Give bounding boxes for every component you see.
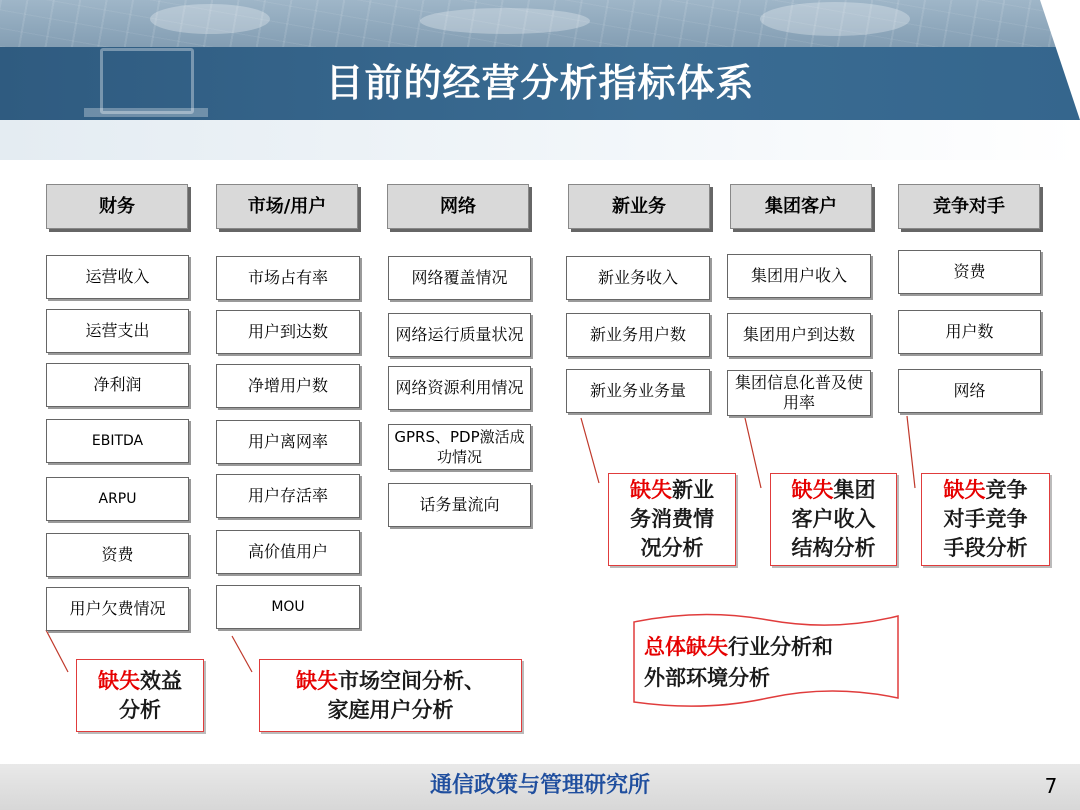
callout-new-business — [608, 473, 736, 566]
category-new-business: 新业务 — [568, 184, 710, 229]
finance-item: 用户欠费情况 — [46, 587, 189, 631]
network-item: 网络覆盖情况 — [388, 256, 531, 300]
connector-line — [745, 418, 761, 488]
callout-benefit — [76, 659, 204, 732]
connector-line — [581, 418, 599, 483]
new-business-item: 新业务业务量 — [566, 369, 710, 413]
competitor-item: 网络 — [898, 369, 1041, 413]
group-item: 集团用户收入 — [727, 254, 871, 298]
finance-item: ARPU — [46, 477, 189, 521]
callout-competitor — [921, 473, 1050, 566]
connector-line — [232, 636, 252, 672]
category-network: 网络 — [387, 184, 529, 229]
category-market: 市场/用户 — [216, 184, 358, 229]
callout-line: 务消费情 — [630, 507, 714, 531]
finance-item: EBITDA — [46, 419, 189, 463]
slide-title: 目前的经营分析指标体系 — [325, 61, 755, 105]
finance-item: 资费 — [46, 533, 189, 577]
new-business-item: 新业务用户数 — [566, 313, 710, 357]
category-finance: 财务 — [46, 184, 188, 229]
callout-line: 结构分析 — [791, 536, 876, 560]
competitor-item: 用户数 — [898, 310, 1041, 354]
callout-line: 手段分析 — [943, 536, 1028, 560]
callout-line: 况分析 — [640, 536, 704, 560]
market-item: MOU — [216, 585, 360, 629]
finance-item: 运营支出 — [46, 309, 189, 353]
network-item: 网络运行质量状况 — [388, 313, 531, 357]
network-item: GPRS、PDP激活成功情况 — [388, 424, 531, 470]
callout-line: 分析 — [119, 697, 161, 722]
callout-overall — [644, 632, 894, 694]
market-item: 高价值用户 — [216, 530, 360, 574]
callout-group — [770, 473, 897, 566]
market-item: 净增用户数 — [216, 364, 360, 408]
callout-line: 总体缺失行业分析和 — [644, 635, 833, 659]
callout-line: 家庭用户分析 — [327, 697, 454, 722]
market-item: 用户存活率 — [216, 474, 360, 518]
page-number: 7 — [1044, 774, 1058, 798]
callout-line: 缺失集团 — [791, 478, 876, 502]
category-group: 集团客户 — [730, 184, 872, 229]
connector-line — [46, 630, 68, 672]
network-item: 网络资源利用情况 — [388, 366, 531, 410]
callout-line: 缺失新业 — [630, 478, 714, 502]
group-item: 集团信息化普及使用率 — [727, 370, 871, 416]
finance-item: 净利润 — [46, 363, 189, 407]
callout-line: 对手竞争 — [943, 507, 1028, 531]
group-item: 集团用户到达数 — [727, 313, 871, 357]
market-item: 用户到达数 — [216, 310, 360, 354]
callout-line: 缺失竞争 — [943, 478, 1028, 502]
finance-item: 运营收入 — [46, 255, 189, 299]
market-item: 用户离网率 — [216, 420, 360, 464]
callout-line: 缺失效益 — [98, 668, 182, 693]
callout-line: 外部环境分析 — [644, 666, 770, 690]
market-item: 市场占有率 — [216, 256, 360, 300]
callout-line: 缺失市场空间分析、 — [296, 668, 485, 693]
connector-line — [907, 416, 915, 488]
network-item: 话务量流向 — [388, 483, 531, 527]
competitor-item: 资费 — [898, 250, 1041, 294]
footer-organization: 通信政策与管理研究所 — [429, 773, 650, 798]
callout-line: 客户收入 — [791, 507, 876, 531]
category-competitor: 竞争对手 — [898, 184, 1040, 229]
new-business-item: 新业务收入 — [566, 256, 710, 300]
callout-market-space — [259, 659, 522, 732]
